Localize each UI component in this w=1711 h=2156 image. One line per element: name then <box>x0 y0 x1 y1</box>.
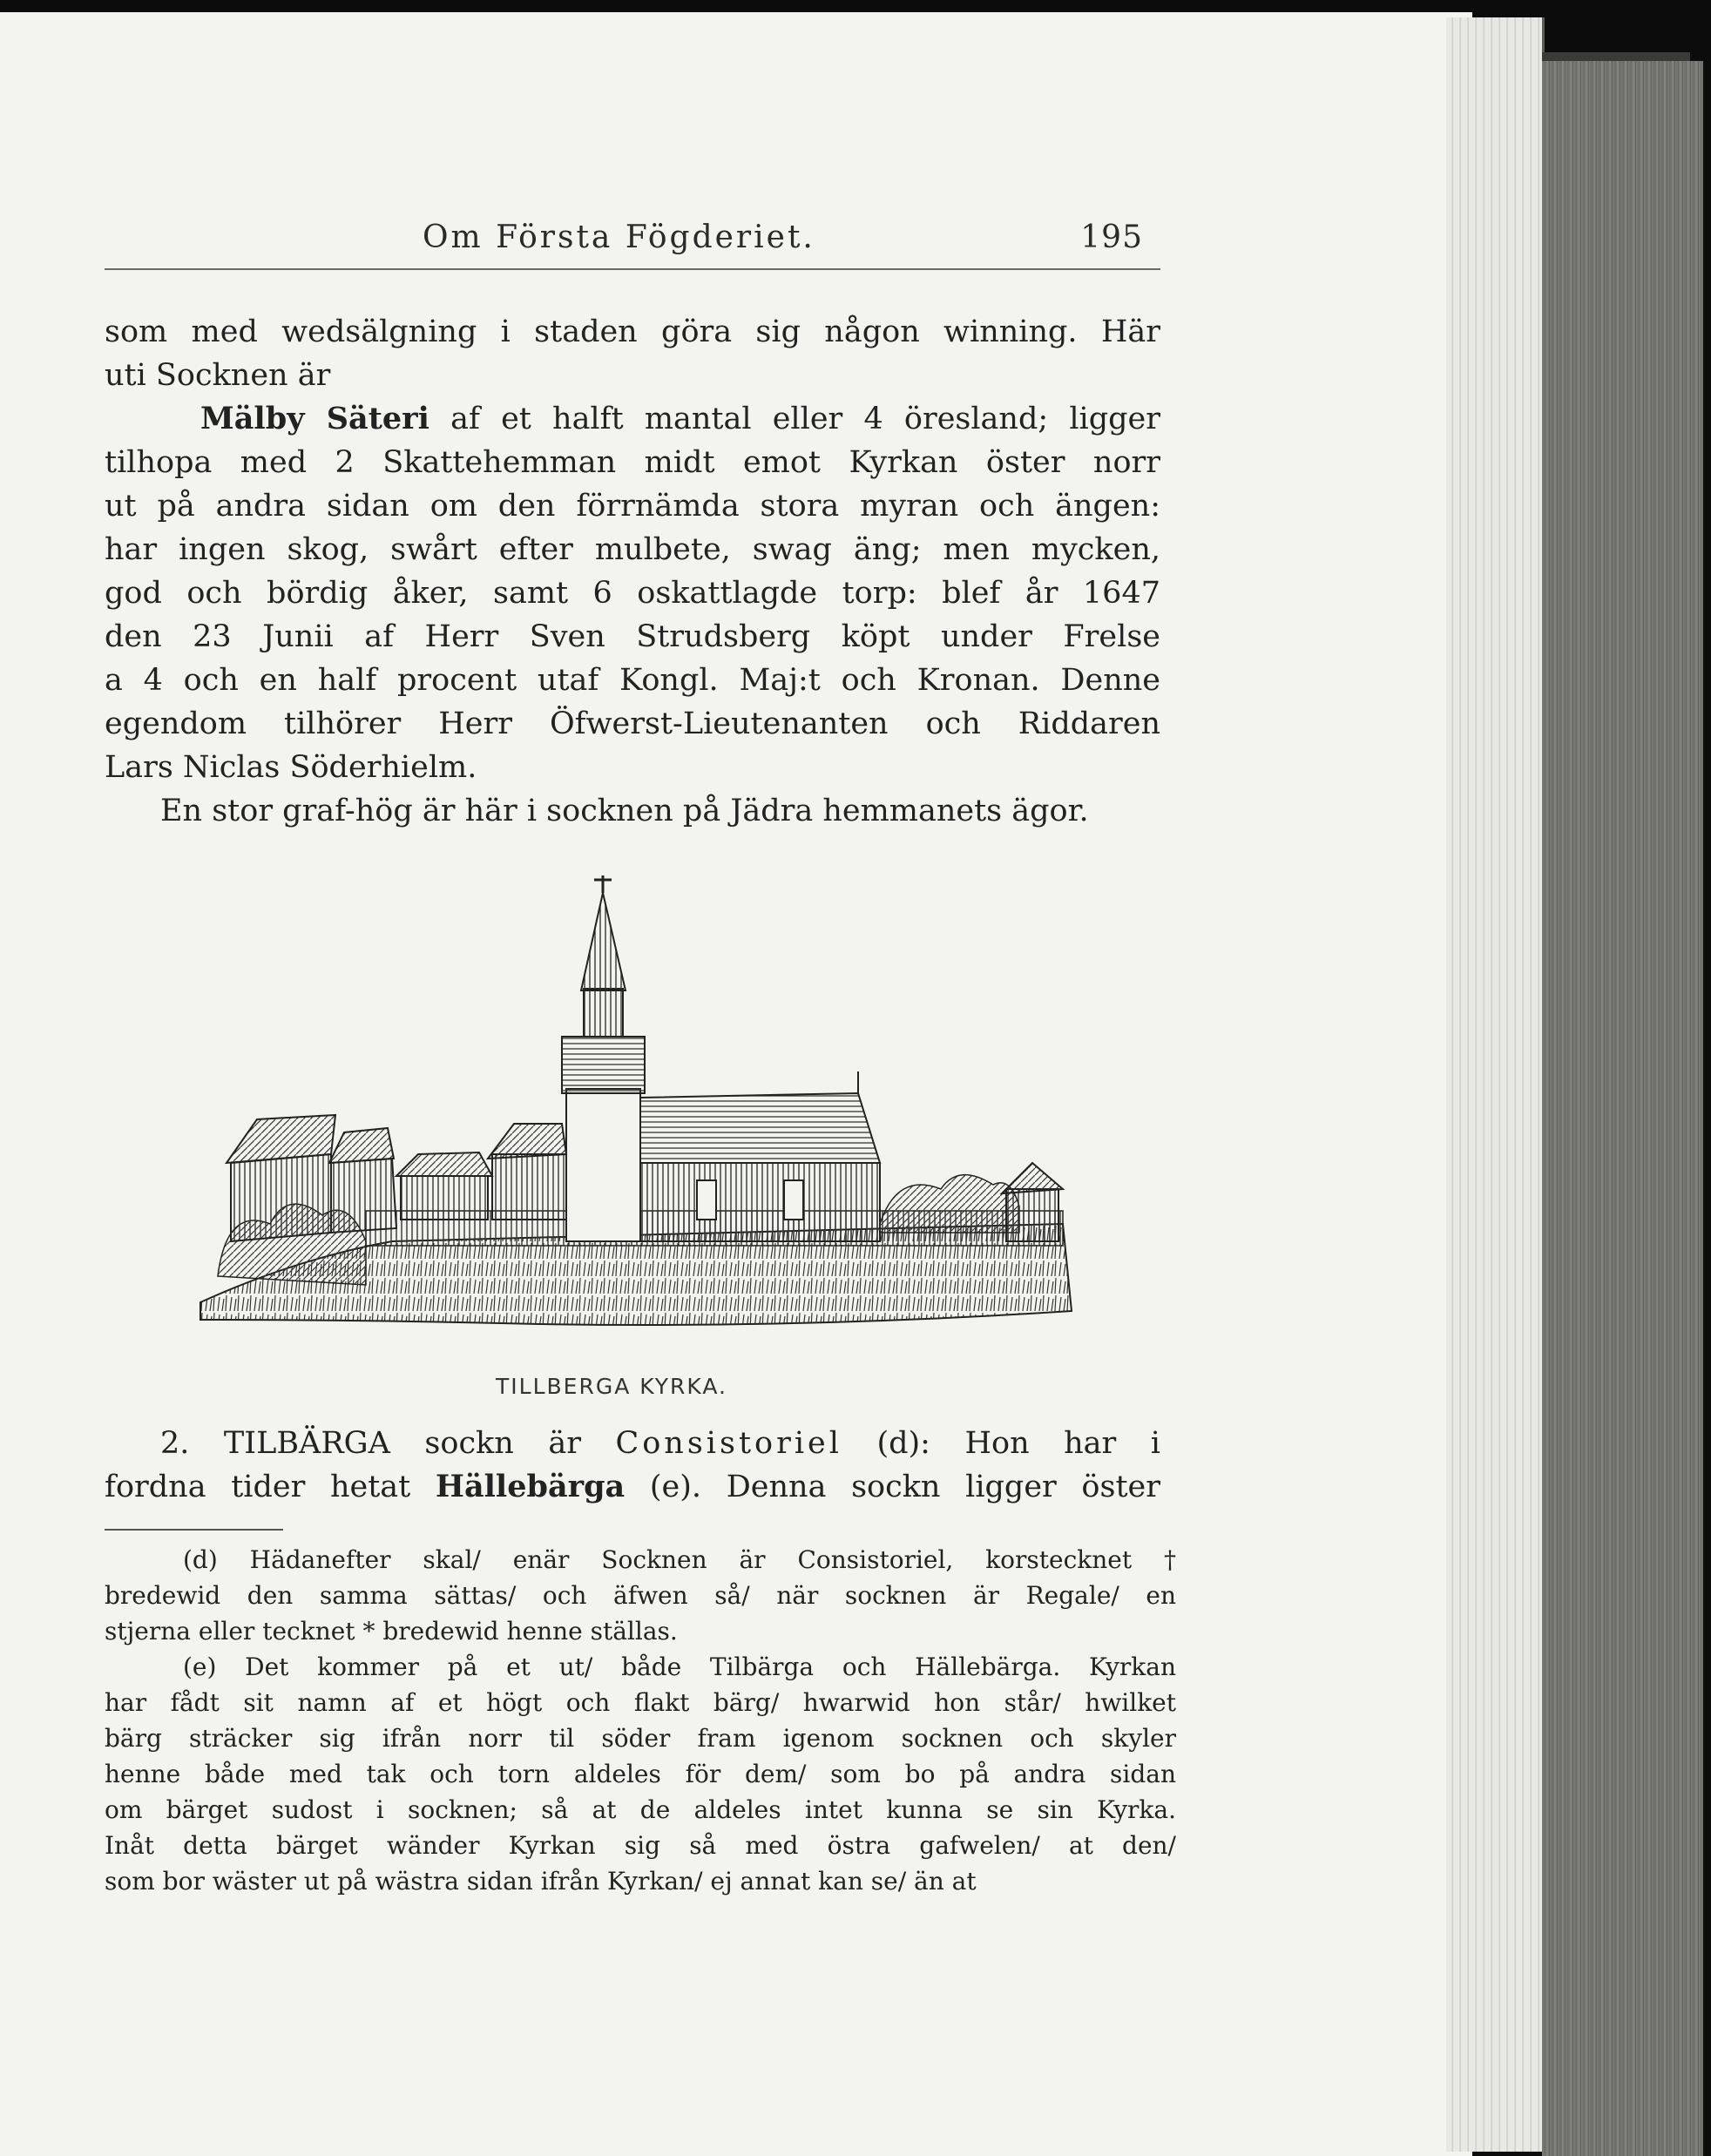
text-line: Lars Niclas Söderhielm. <box>105 750 477 785</box>
text-fragment: Consistoriel <box>615 1426 842 1461</box>
footnote-line: (e) Det kommer på et ut/ både Tilbärga och Hällebärga. Kyrkan <box>183 1652 1176 1681</box>
footnote-line: bärg sträcker sig ifrån norr til söder fram igenom socknen och skyler <box>105 1724 1176 1753</box>
page-edges <box>1446 17 1545 2152</box>
barn-left <box>231 1154 331 1241</box>
running-header <box>105 216 1160 270</box>
nave-roof <box>640 1093 880 1163</box>
text-line: den 23 Junii af Herr Sven Strudsberg köpt under Frelse <box>105 619 1160 654</box>
footnote-rule <box>105 1529 283 1531</box>
nave-window-1 <box>697 1180 716 1220</box>
section-2-text <box>105 1422 1160 1509</box>
tower-lantern <box>584 989 623 1037</box>
church-illustration <box>192 875 1080 1355</box>
text-line: a 4 och en half procent utaf Kongl. Maj:t och Kronan. Denne <box>105 663 1160 698</box>
tower-belfry <box>562 1037 645 1093</box>
footnote-line: om bärget sudost i socknen; så at de aldeles intet kunna se sin Kyrka. <box>105 1795 1176 1824</box>
house-small <box>401 1176 488 1220</box>
text-fragment: 2. TILBÄRGA sockn är <box>160 1426 581 1461</box>
footnote-line: bredewid den samma sättas/ och äfwen så/ när socknen är Regale/ en <box>105 1581 1176 1610</box>
malby-name: Mälby Säteri <box>200 401 429 436</box>
footnote-line: (d) Hädanefter skal/ enär Socknen är Consistoriel, korstecknet † <box>183 1545 1176 1574</box>
header-title: Om Första Fögderiet. <box>423 220 815 255</box>
main-text <box>105 310 1160 833</box>
section-2-line-2 <box>105 1465 1160 1509</box>
footnotes <box>105 1542 1176 1899</box>
footnote-line: stjerna eller tecknet * bredewid henne ställas. <box>105 1617 678 1646</box>
footnote-line: Inåt detta bärget wänder Kyrkan sig så med östra gafwelen/ at den/ <box>105 1831 1176 1860</box>
barn-2 <box>331 1159 396 1233</box>
spire <box>581 893 626 990</box>
text-line: god och bördig åker, samt 6 oskattlagde torp: blef år 1647 <box>105 576 1160 611</box>
hallebarga-name: Hällebärga <box>435 1469 626 1504</box>
house-small-2 <box>492 1154 566 1220</box>
book-block <box>1542 61 1703 2156</box>
text-fragment: fordna tider hetat <box>105 1470 411 1504</box>
text-line: ut på andra sidan om den förrnämda stora myran och ängen: <box>105 489 1160 524</box>
footnote-line: som bor wäster ut på wästra sidan ifrån Kyrkan/ ej annat kan se/ än at <box>105 1867 977 1896</box>
house-small-2-roof <box>488 1124 566 1159</box>
text-fragment: af et halft mantal eller 4 öresland; ligger <box>450 402 1160 436</box>
text-line: som med wedsälgning i staden göra sig någon winning. Här <box>105 314 1160 349</box>
footnote-line: henne både med tak och torn aldeles för dem/ som bo på andra sidan <box>105 1760 1176 1788</box>
barn-left-roof <box>227 1115 335 1163</box>
nave-window-2 <box>784 1180 803 1220</box>
malby-line <box>105 397 1160 441</box>
text-line: En stor graf-hög är här i socknen på Jädra hemmanets ägor. <box>160 794 1089 828</box>
text-fragment: (e). Denna sockn ligger öster <box>649 1470 1160 1504</box>
nave-wall <box>640 1163 880 1241</box>
page-number: 195 <box>1080 220 1143 255</box>
house-right-roof <box>1002 1163 1063 1193</box>
illustration-caption: TILLBERGA KYRKA. <box>496 1374 727 1399</box>
section-2-line-1 <box>105 1422 1160 1465</box>
text-line: har ingen skog, swårt efter mulbete, swag äng; men mycken, <box>105 532 1160 567</box>
text-line: tilhopa med 2 Skattehemman midt emot Kyrkan öster norr <box>105 445 1160 480</box>
tower-base <box>566 1089 640 1241</box>
text-line: uti Socknen är <box>105 358 331 393</box>
house-right <box>1006 1189 1058 1241</box>
footnote-line: har fådt sit namn af et högt och flakt bärg/ hwarwid hon står/ hwilket <box>105 1688 1176 1717</box>
trees-right <box>880 1175 1019 1233</box>
barn-2-roof <box>329 1128 394 1163</box>
text-line: egendom tilhörer Herr Öfwerst-Lieutenanten och Riddaren <box>105 706 1160 741</box>
house-small-roof <box>396 1152 492 1176</box>
text-fragment: (d): Hon har i <box>876 1426 1160 1461</box>
